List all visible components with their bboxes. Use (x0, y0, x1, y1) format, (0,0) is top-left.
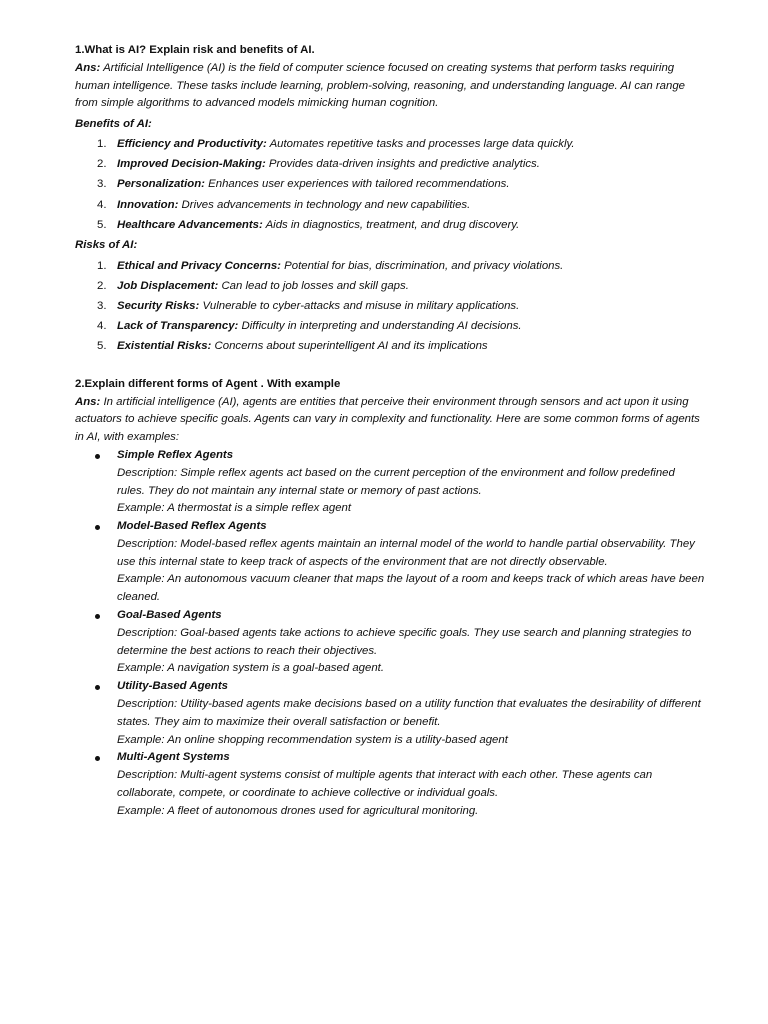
list-term: Personalization: (117, 178, 205, 191)
agent-description: Description: Multi-agent systems consist of multiple agents that interact with each other. These agents can collaborate, compete, or coordinate to achieve collective or individual goals. (117, 769, 653, 800)
list-text: Drives advancements in technology and new capabilities. (181, 198, 471, 211)
benefits-list (75, 136, 705, 234)
list-item (75, 298, 705, 316)
question-2-title: 2.Explain different forms of Agent . With example (75, 377, 341, 390)
agent-name: Utility-Based Agents (117, 680, 228, 693)
list-item (75, 176, 705, 194)
agents-list (75, 447, 705, 821)
question-1-answer (75, 60, 705, 113)
list-number: 5. (97, 218, 107, 231)
list-term: Job Displacement: (117, 279, 219, 292)
benefits-heading: Benefits of AI: (75, 118, 152, 131)
list-item (75, 338, 705, 356)
agent-description: Description: Goal-based agents take actions to achieve specific goals. They use search and planning strategies to determine the best actions to reach their objectives. (117, 626, 692, 657)
list-text: Automates repetitive tasks and processes large data quickly. (269, 138, 575, 151)
agent-name: Multi-Agent Systems (117, 751, 230, 764)
list-number: 2. (97, 158, 107, 171)
list-text: Can lead to job losses and skill gaps. (221, 279, 409, 292)
document-page (75, 42, 705, 821)
list-text: Potential for bias, discrimination, and privacy violations. (284, 259, 564, 272)
list-text: Difficulty in interpreting and understanding AI decisions. (241, 319, 522, 332)
list-item (75, 197, 705, 215)
question-1-title: 1.What is AI? Explain risk and benefits of AI. (75, 44, 315, 56)
list-item (75, 217, 705, 235)
list-item (75, 136, 705, 154)
answer-label: Ans: (75, 395, 101, 408)
list-text: Concerns about superintelligent AI and its implications (214, 339, 488, 352)
list-number: 1. (97, 259, 107, 272)
bullet-icon (95, 454, 100, 459)
agent-description: Description: Model-based reflex agents maintain an internal model of the world to handle partial observability. They use this internal state to keep track of aspects of the environment that are not directly observable. (117, 537, 695, 568)
section-spacer (75, 356, 705, 376)
agent-name: Model-Based Reflex Agents (117, 520, 267, 533)
bullet-icon (95, 756, 100, 761)
agent-name: Simple Reflex Agents (117, 448, 234, 461)
list-term: Existential Risks: (117, 339, 212, 352)
list-term: Efficiency and Productivity: (117, 138, 267, 151)
risks-list (75, 258, 705, 356)
list-text: Enhances user experiences with tailored recommendations. (208, 178, 510, 191)
list-number: 4. (97, 198, 107, 211)
list-item (75, 318, 705, 336)
list-term: Ethical and Privacy Concerns: (117, 259, 281, 272)
agent-example: Example: A navigation system is a goal-based agent. (117, 662, 384, 675)
agent-item (75, 678, 705, 749)
list-item (75, 258, 705, 276)
list-term: Lack of Transparency: (117, 319, 239, 332)
agent-description: Description: Utility-based agents make decisions based on a utility function that evaluates the desirability of different states. They aim to maximize their overall satisfaction or benefit. (117, 698, 701, 728)
agent-item (75, 518, 705, 607)
agent-item (75, 749, 705, 820)
agent-example: Example: A thermostat is a simple reflex agent (117, 502, 352, 515)
list-term: Healthcare Advancements: (117, 218, 263, 231)
list-term: Innovation: (117, 198, 179, 211)
agent-item (75, 447, 705, 518)
agent-example: Example: An autonomous vacuum cleaner that maps the layout of a room and keeps track of which areas have been cleaned. (117, 573, 705, 604)
list-item (75, 156, 705, 174)
agent-example: Example: A fleet of autonomous drones used for agricultural monitoring. (117, 804, 479, 817)
answer-text: In artificial intelligence (AI), agents are entities that perceive their environment through sensors and act upon it using actuators to achieve specific goals. Agents can vary in complexity and functionality. Here are some common forms of agents in AI, with examples: (75, 395, 700, 444)
list-number: 1. (97, 138, 107, 151)
list-number: 3. (97, 178, 107, 191)
bullet-icon (95, 525, 100, 530)
list-text: Vulnerable to cyber-attacks and misuse in military applications. (202, 299, 520, 312)
list-number: 2. (97, 279, 107, 292)
list-item (75, 278, 705, 296)
agent-example: Example: An online shopping recommendation system is a utility-based agent (117, 733, 508, 746)
list-text: Provides data-driven insights and predictive analytics. (268, 158, 540, 171)
list-number: 3. (97, 299, 107, 312)
agent-description: Description: Simple reflex agents act based on the current perception of the environment and follow predefined rules. They do not maintain any internal state or memory of past actions. (117, 466, 675, 497)
agent-item (75, 607, 705, 678)
question-2-answer (75, 394, 705, 447)
list-text: Aids in diagnostics, treatment, and drug discovery. (265, 218, 520, 231)
bullet-icon (95, 614, 100, 619)
bullet-icon (95, 685, 100, 690)
list-number: 5. (97, 339, 107, 352)
list-term: Security Risks: (117, 299, 200, 312)
answer-label: Ans: (75, 61, 101, 74)
list-number: 4. (97, 319, 107, 332)
answer-text: Artificial Intelligence (AI) is the field of computer science focused on creating systems that perform tasks requiring human intelligence. These tasks include learning, problem-solving, reasoning, and understanding language. AI can range from simple algorithms to advanced models mimicking human cognition. (75, 61, 685, 110)
risks-heading: Risks of AI: (75, 239, 138, 252)
agent-name: Goal-Based Agents (117, 609, 222, 622)
list-term: Improved Decision-Making: (117, 158, 266, 171)
